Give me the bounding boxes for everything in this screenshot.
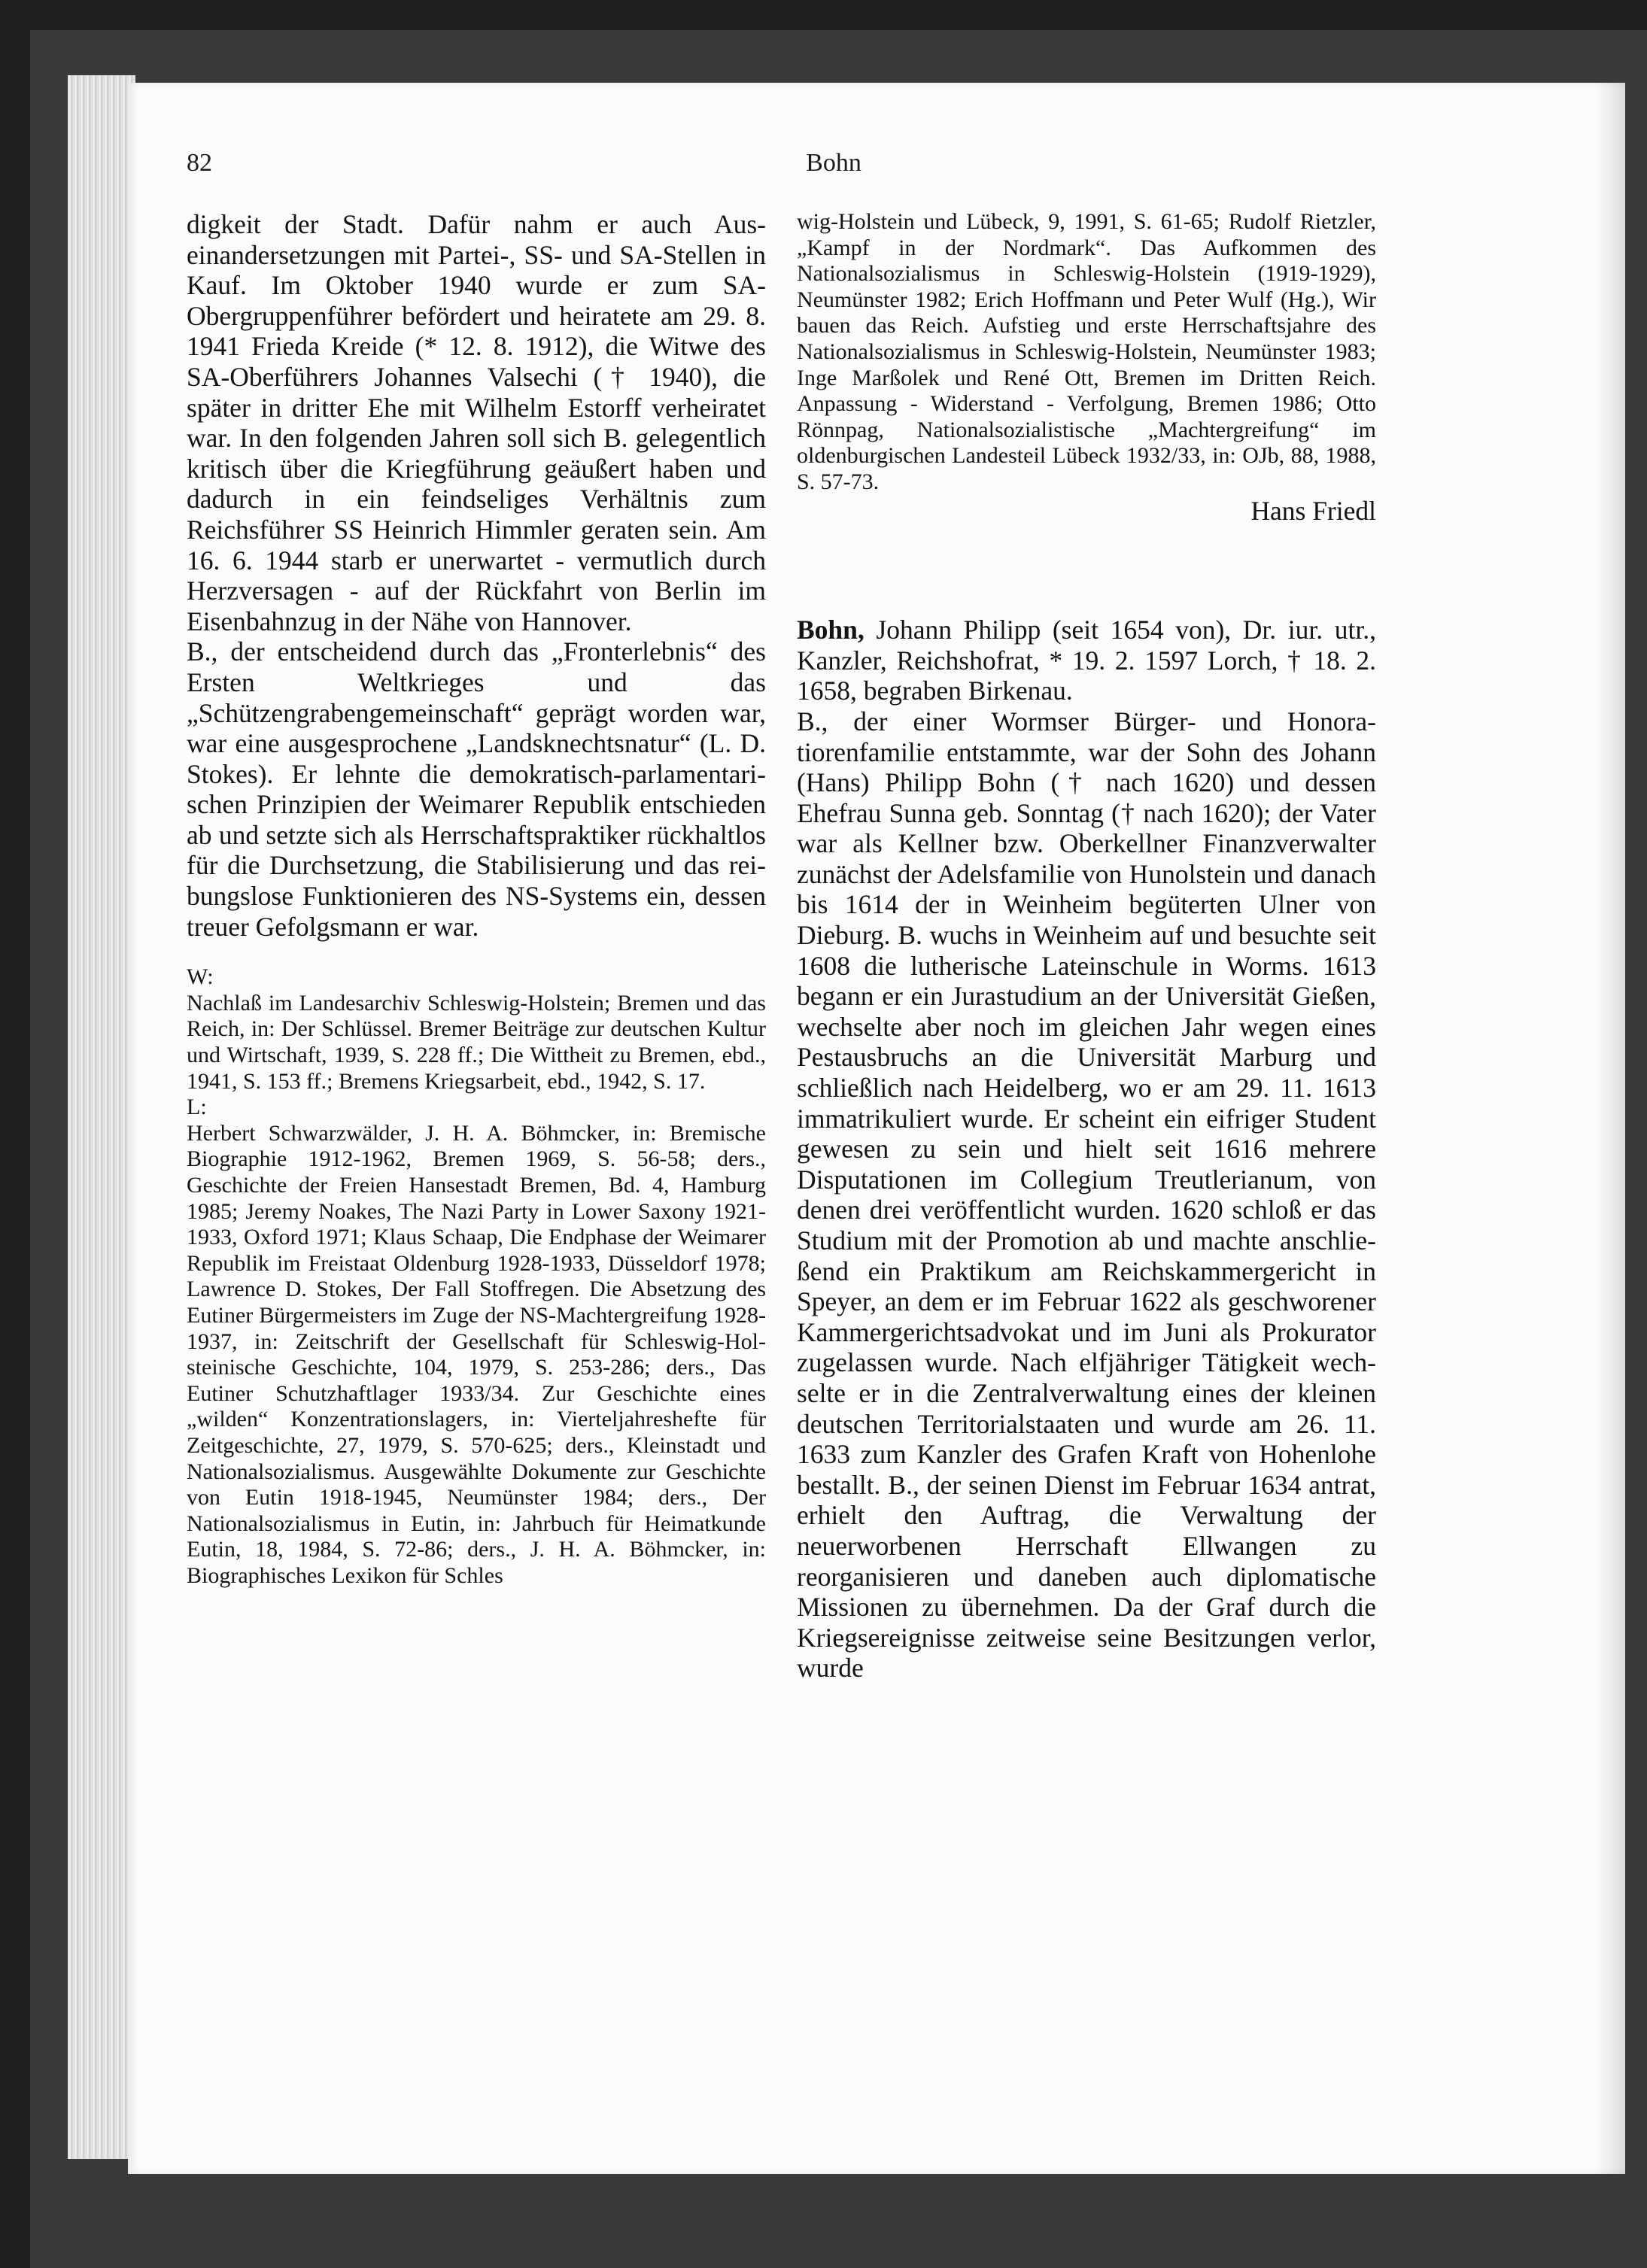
running-head: Bohn — [806, 149, 861, 177]
page-number: 82 — [187, 149, 212, 177]
left-body-text — [187, 209, 766, 942]
works-text: Nachlaß im Landesarchiv Schleswig-Holstein; Bremen und das Reich, in: Der Schlüssel. Bremer Beiträge zur deutschen Kultur und Wirtschaft, 1939, S. 228 ff.; Die Wittheit zu Bremen, ebd., 1941, S. 153 ff.; Bremens Kriegsarbeit, ebd., 1942, S. 17. — [187, 990, 766, 1094]
literature-label: L: — [187, 1095, 207, 1120]
page-gutter-shadow — [1595, 83, 1625, 2174]
left-column — [187, 209, 766, 1589]
entry-bohn — [797, 615, 1376, 1684]
literature-continued: wig-Holstein und Lübeck, 9, 1991, S. 61-65; Rudolf Rietzler, „Kampf in der Nordmark“. Das Aufkommen des Nationalsozialismus in Schleswig-Holstein (1919-1929), Neumünster 1982; Erich Hoffmann und Peter Wulf (Hg.), Wir bauen das Reich. Aufstieg und erste Herrschaftsjahre des Nationalsozialismus in Schleswig-Holstein, Neumünster 1983; Inge Marßolek und René Ott, Bremen im Dritten Reich. Anpassung - Widerstand - Verfolgung, Bremen 1986; Otto Rönnpag, Nationalsozialistische „Machtergreifung“ im oldenburgischen Landesteil Lübeck 1932/33, in: OJb, 88, 1988, S. 57-73. — [797, 209, 1376, 494]
paragraph-2: B., der entscheidend durch das „Fronterlebnis“ des Ersten Weltkrieges und das „Schützengrabengemeinschaft“ geprägt worden war, war eine ausgesprochene „Landsknechtsnatur“ (L. D. Stokes). Er lehnte die demokratisch-parlamentarischen Prinzipien der Weimarer Republik entschieden ab und setzte sich als Herrschaftspraktiker rückhaltlos für die Durchsetzung, die Stabilisierung und das reibungslose Funktionieren des NS-Systems ein, dessen treuer Gefolgsmann er war. — [187, 636, 766, 942]
entry-headword: Bohn, — [797, 615, 865, 645]
page-edges — [68, 75, 135, 2159]
works-label: W: — [187, 964, 214, 990]
entry-body: B., der einer Wormser Bürger- und Honoratiorenfamilie entstammte, war der Sohn des Johann (Hans) Philipp Bohn († nach 1620) und dessen Ehefrau Sunna geb. Sonntag († nach 1620); der Vater war als Kellner bzw. Oberkellner Finanzverwalter zunächst der Adelsfamilie von Hunolstein und danach bis 1614 der in Weinheim begüterten Ulner von Dieburg. B. wuchs in Weinheim auf und besuchte seit 1608 die lutherische Lateinschule in Worms. 1613 begann er ein Jurastudium an der Universität Gießen, wechselte aber noch im gleichen Jahr wegen eines Pestausbruchs an die Universität Marburg und schließlich nach Heidelberg, wo er am 29. 11. 1613 immatrikuliert wurde. Er scheint ein eifriger Student gewesen zu sein und hielt seit 1616 mehrere Disputationen im Collegium Treutlerianum, von denen drei veröffentlicht wurden. 1620 schloß er das Studium mit der Promotion ab und machte anschließend ein Praktikum am Reichskammergericht in Speyer, an dem er im Februar 1622 als geschworener Kammergerichtsadvokat und im Juni als Prokurator zugelassen wurde. Nach elfjähriger Tätigkeit wechselte er in die Zentralverwaltung eines der kleinen deutschen Territorialstaaten und wurde am 26. 11. 1633 zum Kanzler des Grafen Kraft von Hohenlohe bestallt. B., der seinen Dienst im Februar 1634 antrat, erhielt den Auftrag, die Verwaltung der neuerworbenen Herrschaft Ellwangen zu reorganisieren und daneben auch diplomatische Missionen zu übernehmen. Da der Graf durch die Kriegsereignisse zeitweise seine Besitzungen verlor, wurde — [797, 706, 1376, 1684]
author-signature: Hans Friedl — [1250, 495, 1376, 526]
literature-text: Herbert Schwarzwälder, J. H. A. Böhmcker, in: Bremische Biographie 1912-1962, Bremen 1969, S. 56-58; ders., Geschichte der Freien Hansestadt Bremen, Bd. 4, Hamburg 1985; Jeremy Noakes, The Nazi Party in Lower Saxony 1921-1933, Oxford 1971; Klaus Schaap, Die Endphase der Weimarer Republik im Freistaat Oldenburg 1928-1933, Düsseldorf 1978; Lawrence D. Stokes, Der Fall Stoffregen. Die Absetzung des Eutiner Bürgermeisters im Zuge der NS-Machtergreifung 1928-1937, in: Zeitschrift der Gesellschaft für Schleswig-Holsteinische Geschichte, 104, 1979, S. 253-286; ders., Das Eutiner Schutzhaftlager 1933/34. Zur Geschichte eines „wilden“ Konzentrationslagers, in: Vierteljahreshefte für Zeitgeschichte, 27, 1979, S. 570-625; ders., Kleinstadt und Nationalsozialismus. Ausgewählte Dokumente zur Geschichte von Eutin 1918-1945, Neumünster 1984; ders., Der Nationalsozialismus in Eutin, in: Jahrbuch für Heimatkunde Eutin, 18, 1984, S. 72-86; ders., J. H. A. Böhmcker, in: Biographisches Lexikon für Schles — [187, 1120, 766, 1588]
entry-intro: Johann Philipp (seit 1654 von), Dr. iur. utr., Kanzler, Reichshofrat, * 19. 2. 1597 Lorch, † 18. 2. 1658, begraben Birkenau. — [797, 615, 1376, 706]
paragraph-1: digkeit der Stadt. Dafür nahm er auch Auseinandersetzungen mit Partei-, SS- und SA-Stellen in Kauf. Im Oktober 1940 wurde er zum SA-Obergruppenführer befördert und heiratete am 29. 8. 1941 Frieda Kreide (* 12. 8. 1912), die Witwe des SA-Oberführers Johannes Valsechi († 1940), die später in dritter Ehe mit Wilhelm Estorff verheiratet war. In den folgenden Jahren soll sich B. gelegentlich kritisch über die Kriegführung geäußert haben und dadurch in ein feindseliges Verhältnis zum Reichsführer SS Heinrich Himmler geraten sein. Am 16. 6. 1944 starb er unerwartet - vermutlich durch Herzversagen - auf der Rückfahrt von Berlin im Eisenbahnzug in der Nähe von Hannover. — [187, 209, 766, 636]
entry-intro-paragraph — [797, 615, 1376, 706]
right-column — [797, 209, 1376, 1684]
